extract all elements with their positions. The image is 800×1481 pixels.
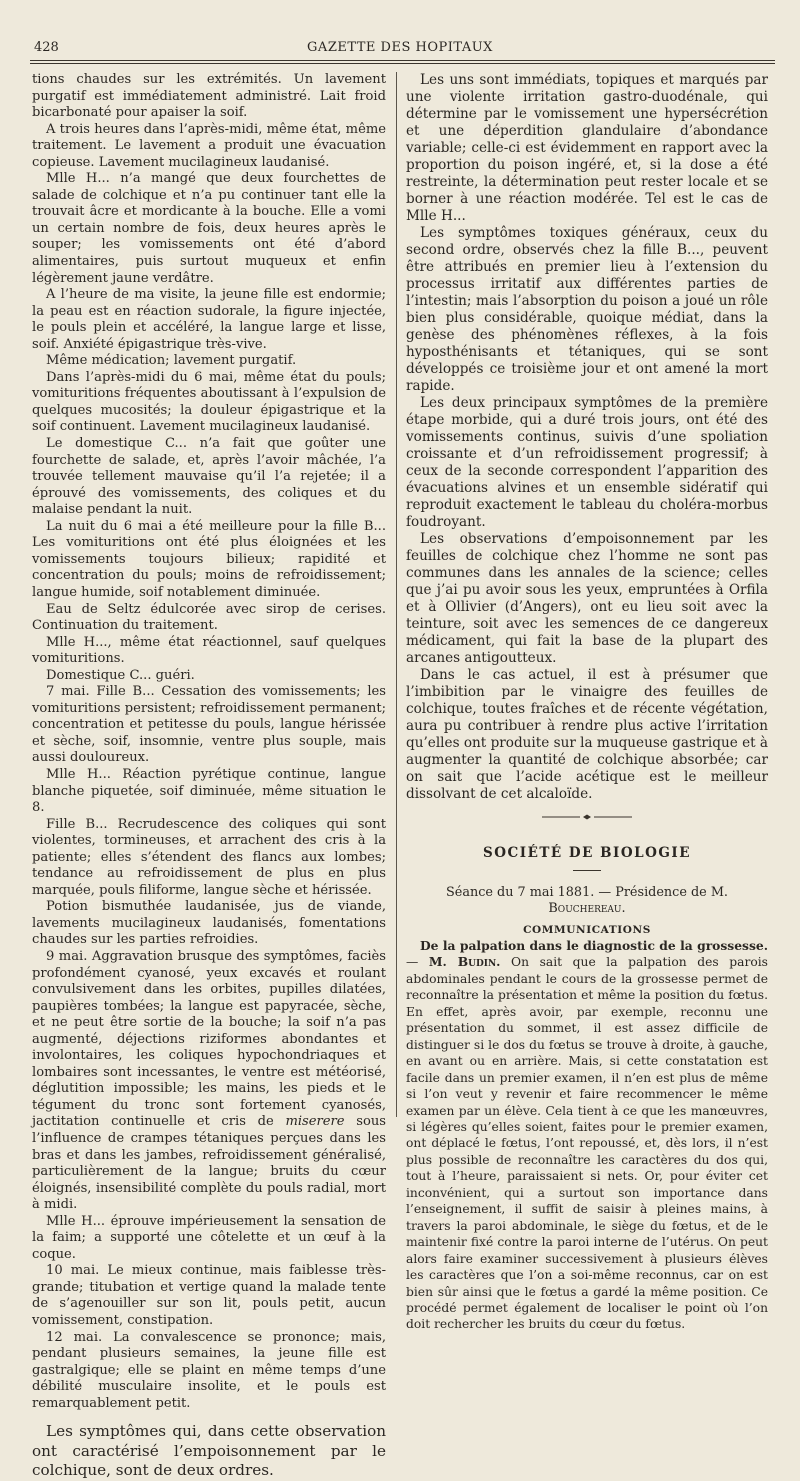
paragraph: Mlle H..., même état réactionnel, sauf quelques vomituritions. [32,634,386,667]
paragraph: 7 mai. Fille B... Cessation des vomissements; les vomituritions persistent; refroidissement permanent; concentration et petitesse du pouls, langue hérissée et sèche, soif, insomnie, ventre plus souple, mais aussi douloureux. [32,684,386,766]
paragraph: Domestique C... guéri. [46,667,195,683]
column-divider [396,72,397,1117]
paragraph: Les uns sont immédiats, topiques et marqués par une violente irritation gastro-duodénale, qui détermine par le vomissement une hypersécrétion et une déperdition glandulaire d’abondance variable; celle-ci est évidemment en rapport avec la proportion du poison ingéré, et, si la dose a été restreinte, la détermination peut rester locale et se borner à une réaction modérée. Tel est le cas de Mlle H... [406,72,768,224]
communication-title: De la palpation dans le diagnostic de la grossesse. [420,938,768,953]
paragraph: Fille B... Recrudescence des coliques qui sont violentes, tormineuses, et arrachent des cris à la patiente; elles s’étendent des flancs aux lombes; tendance au refroidissement de plus en plus marquée, pouls filiforme, langue sèche et hérissée. [32,816,386,898]
subsection-heading: COMMUNICATIONS [523,924,651,936]
section-heading: SOCIÉTÉ DE BIOLOGIE [483,845,691,861]
title-dash: — [406,955,429,970]
right-column [406,72,768,1333]
page-header [30,38,770,58]
paragraph: Mlle H... éprouve impérieusement la sensation de la faim; a supporté une côtelette et un œuf à la coque. [32,1213,386,1262]
paragraph: Mlle H... n’a mangé que deux fourchettes de salade de colchique et n’a pu continuer tant elle la trouvait âcre et mordicante à la bouche. Elle a vomi un certain nombre de fois, deux heures après le souper; les vomissements ont été d’abord alimentaires, puis surtout muqueux et enfin légèrement jaune verdâtre. [32,171,386,286]
separator-ornament [542,813,632,821]
header-rule [30,60,775,61]
paragraph: A l’heure de ma visite, la jeune fille est endormie; la peau est en réaction sudorale, la figure injectée, le pouls plein et accéléré, la langue large et lisse, soif. Anxiété épigastrique très-vive. [32,287,386,352]
text-run: 9 mai. Aggravation brusque des symptômes, faciès profondément cyanosé, yeux excavés et roulant convulsivement dans les orbites, pupilles dilatées, paupières tombées; la langue est papyracée, sèche, et ne peut être sortie de la bouche; la soif n’a pas augmenté, déjections riziformes abondantes et involontaires, les coliques hypochondriaques et lombaires sont incessantes, le ventre est météorisé, déglutition impossible; les mains, les pieds et le tégument du tronc sont fortement cyanosés, jactitation continuelle et cris de [32,948,386,1130]
paragraph: Potion bismuthée laudanisée, jus de viande, lavements mucilagineux laudanisés, fomentations chaudes sur les parties refroidies. [32,899,386,948]
left-column [32,72,386,1481]
paragraph: Même médication; lavement purgatif. [46,353,297,369]
session-line [406,885,768,917]
running-title: GAZETTE DES HOPITAUX [307,40,493,55]
paragraph: Les observations d’empoisonnement par les feuilles de colchique chez l’homme ne sont pas communes dans les annales de la science; celles que j’ai pu avoir sous les yeux, empruntées à Orfila et à Ollivier (d’Angers), ont eu lieu soit avec la teinture, soit avec les semences de ce dangereux médicament, qui fait la base de la plupart des arcanes antigoutteux. [406,531,768,666]
paragraph: Eau de Seltz édulcorée avec sirop de cerises. Continuation du traitement. [32,601,386,634]
paragraph: Dans l’après-midi du 6 mai, même état du pouls; vomituritions fréquentes aboutissant à l’expulsion de quelques mucosités; la douleur épigastrique et la soif continuent. Lavement mucilagineux laudanisé. [32,369,386,435]
communication-paragraph [406,938,768,1333]
paragraph: Les symptômes toxiques généraux, ceux du second ordre, observés chez la fille B..., peuvent être attribués en premier lieu à l’extension du processus irritatif aux différentes parties de l’intestin; mais l’absorption du poison a joué un rôle bien plus considérable, quoique médiat, dans la genèse des phénomènes réflexes, à la fois hyposthénisants et tétaniques, qui se sont développés ce troisième jour et ont amené la mort rapide. [406,225,768,394]
paragraph: 10 mai. Le mieux continue, mais faiblesse très-grande; titubation et vertige quand la malade tente de s’agenouiller sur son lit, pouls petit, aucun vomissement, constipation. [32,1263,386,1329]
header-rule-double [30,63,775,64]
paragraph: Dans le cas actuel, il est à présumer que l’imbibition par le vinaigre des feuilles de colchique, toutes fraîches et de récente végétation, aura pu contribuer à rendre plus active l’irritation qu’elles ont produite sur la muqueuse gastrique et à augmenter la quantité de colchique absorbée; car on sait que l’acide acétique est le meilleur dissolvant de cet alcaloïde. [406,667,769,802]
paragraph: Le domestique C... n’a fait que goûter une fourchette de salade, et, après l’avoir mâchée, l’a trouvée tellement mauvaise qu’il l’a rejetée; il a éprouvé des vomissements, des coliques et du malaise pendant la nuit. [32,436,386,518]
paragraph: 12 mai. La convalescence se prononce; mais, pendant plusieurs semaines, la jeune fille est gastralgique; elle se plaint en même temps d’une débilité musculaire insolite, et le pouls est remarquablement petit. [32,1329,386,1411]
paragraph [32,949,386,1214]
president-name: Bouchereau [548,901,622,916]
session-suffix: . [621,901,626,916]
ornamental-separator [542,813,632,824]
paragraph: Les deux principaux symptômes de la première étape morbide, qui a duré trois jours, ont été des vomissements continus, suivis d’une spoliation croissante et d’un refroidissement progressif; à ceux de la seconde correspondent l’apparition des évacuations alvines et un ensemble sidératif qui reproduit exactement le tableau du choléra-morbus foudroyant. [406,395,768,530]
paragraph: La nuit du 6 mai a été meilleure pour la fille B... Les vomituritions ont été plus éloignées et les vomissements toujours bilieux; rapidité et concentration du pouls; moins de refroidissement; langue humide, soif notablement diminuée. [32,518,386,600]
communication-body: On sait que la palpation des parois abdominales pendant le cours de la grossesse permet de reconnaître la présentation et même la position du fœtus. En effet, après avoir, par exemple, reconnu une présentation du sommet, il est assez difficile de distinguer si le dos du fœtus se trouve à droite, à gauche, en avant ou en arrière. Mais, si cette constatation est facile dans un premier examen, il n’en est plus de même si l’on veut y revenir et faire recommencer le même examen par un élève. Cela tient à ce que les manœuvres, si légères qu’elles soient, faites pour le premier examen, ont déplacé le fœtus, l’ont repoussé, et, dès lors, il n’est plus possible de reconnaître les caractères du dos qui, tout à l’heure, paraissaient si nets. Or, pour éviter cet inconvénient, qui a surtout son importance dans l’enseignement, il suffit de saisir à pleines mains, à travers la paroi abdominale, le siège du fœtus, et de le maintenir fixé contre la paroi interne de l’utérus. On peut alors faire examiner successivement à plusieurs élèves les caractères que l’on a soi-même reconnus, car on est bien sûr ainsi que le fœtus a gardé la même position. Ce procédé permet également de localiser le point où l’on doit rechercher les bruits du cœur du fœtus. [406,955,768,1332]
session-text: Séance du 7 mai 1881. — Présidence de M. [445,885,728,900]
paragraph: A trois heures dans l’après-midi, même état, même traitement. Le lavement a produit une évacuation copieuse. Lavement mucilagineux laudanisé. [32,121,386,170]
italic-word: miserere [285,1114,345,1130]
text-run: sous l’influence de crampes tétaniques perçues dans les bras et dans les jambes, refroidissement généralisé, particulièrement de la langue; bruits du cœur éloignés, insensibilité complète du pouls radial, mort à midi. [32,1114,386,1213]
paragraph: tions chaudes sur les extrémités. Un lavement purgatif est immédiatement administré. Lait froid bicarbonaté pour apaiser la soif. [32,72,386,121]
short-rule [573,870,601,871]
paragraph: Mlle H... Réaction pyrétique continue, langue blanche piquetée, soif diminuée, même situation le 8. [32,766,386,816]
communication-author: M. Budin. [428,954,501,970]
paragraph: Les symptômes qui, dans cette observation ont caractérisé l’empoisonnement par le colchique, sont de deux ordres. [32,1422,386,1480]
page-number: 428 [34,40,59,55]
